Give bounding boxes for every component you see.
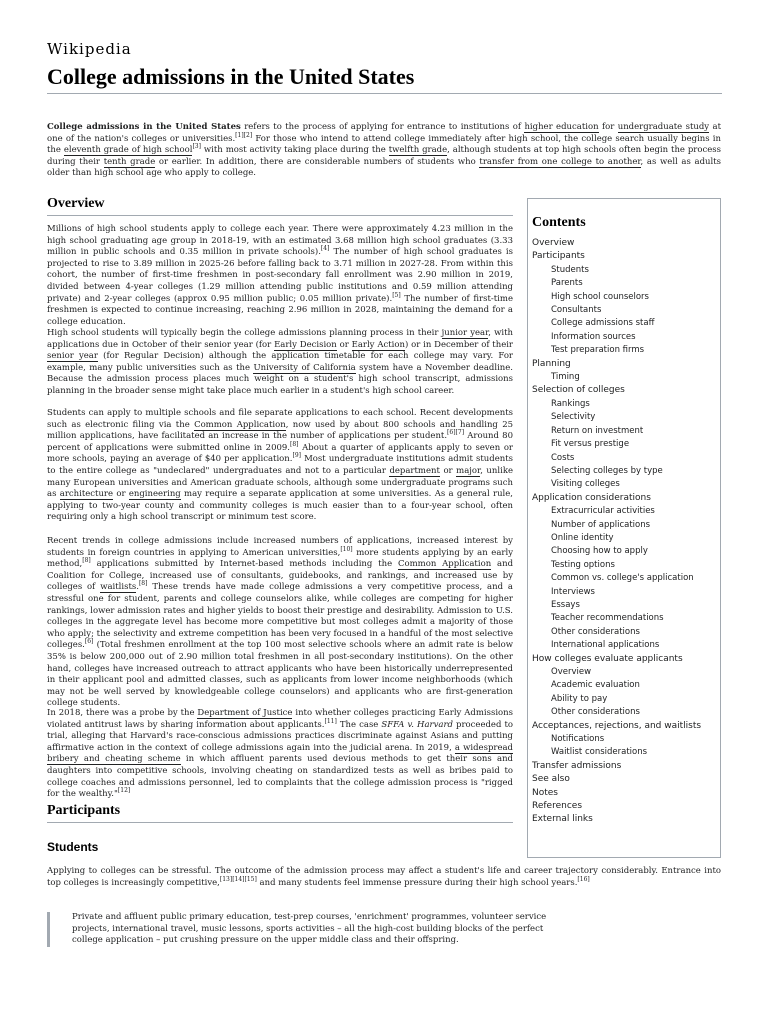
toc-item[interactable]: Return on investment [551, 425, 644, 436]
citation[interactable]: [11] [324, 717, 337, 725]
overview-paragraph-5 [47, 708, 513, 801]
citation[interactable]: [16] [577, 875, 590, 883]
link-senior-year[interactable]: senior year [47, 351, 98, 362]
title-divider [47, 93, 722, 94]
text: Most undergraduate institutions admit students to the entire college as "undeclared" undergraduates and not to a particular [47, 454, 513, 476]
text: ) or in December of their [404, 339, 513, 350]
citation[interactable]: [9] [292, 452, 301, 460]
link-transfer[interactable]: transfer from one college to another [479, 156, 641, 167]
text: proceeded to trial, alleging that Harvard's race-conscious admissions practices discriminate against Asians and putting affirmative action in the context of college admissions again into the judicial arena. In 2019, [47, 719, 513, 753]
toc-item[interactable]: Test preparation firms [551, 345, 645, 356]
toc-item[interactable]: Other considerations [551, 707, 640, 718]
toc-item[interactable]: Academic evaluation [551, 680, 640, 691]
text: or [113, 489, 129, 500]
citation[interactable]: [5] [392, 291, 401, 299]
text: The number of high school graduates is projected to rise to 3.89 million in 2025-26 before falling back to 3.71 million in 2027-28. From within this cohort, the number of first-time freshmen in post-secondary fall enrollment was 2.90 million in 2019, divided between 4-year colleges (1.29 million attending public institutions and 0.59 million attending private) and 2-year colleges (approx 0.95 million public; 0.05 million private). [47, 247, 513, 304]
toc-item[interactable]: Interviews [551, 586, 595, 597]
toc-item[interactable]: Selectivity [551, 412, 596, 423]
text: Students can apply to multiple schools and file separate applications to each school. Recent developments such as electronic filing via the [47, 408, 513, 430]
text: These trends have made college admissions a very competitive process, and a stressful one for student, parents and college counselors alike, while colleges are competing for higher rankings, lower admission rates and higher yields to boost their prestige and desirability. Admission to U.S. colleges in the aggregate level has become more competitive but most colleges admit a majority of those who apply; the selectivity and extreme competition has been very focused in a handful of the most selective colleges. [47, 582, 513, 651]
toc-item[interactable]: Waitlist considerations [551, 747, 648, 758]
toc-item[interactable]: Information sources [551, 331, 636, 342]
participants-heading: Participants [47, 803, 513, 823]
toc-item[interactable]: Fit versus prestige [551, 439, 630, 450]
text: , with applications due in October of their senior year (for [47, 328, 513, 350]
citation[interactable]: [13][14][15] [219, 875, 257, 883]
toc-list [532, 237, 716, 827]
toc-item[interactable]: Choosing how to apply [551, 546, 648, 557]
text: or earlier. In addition, there are considerable numbers of students who [155, 156, 480, 167]
toc-item[interactable]: Costs [551, 452, 575, 463]
text: High school students will typically begin the college admissions planning process in their [47, 328, 442, 338]
text: (for Regular Decision) although the application timetable for each college may vary. For example, many public universities such as the [47, 351, 513, 373]
toc-item[interactable]: Overview [551, 667, 592, 677]
link-undergraduate-study[interactable]: undergraduate study [617, 122, 710, 132]
citation[interactable]: [6][7] [447, 429, 465, 437]
wikipedia-wordmark: Wikipedia [47, 40, 132, 58]
text: , unlike many European universities and American graduate schools, although some undergraduate programs such as [47, 465, 513, 500]
toc-item[interactable]: Students [551, 264, 589, 275]
link-bribery-scheme[interactable]: a widespread bribery and cheating scheme [47, 742, 513, 765]
text: About a quarter of applicants apply to seven or more schools, paying an average of $40 per application. [47, 442, 513, 465]
students-paragraph [47, 866, 721, 889]
toc-item[interactable]: Selecting colleges by type [551, 465, 663, 476]
citation[interactable]: [8] [290, 440, 299, 448]
toc-item[interactable]: High school counselors [551, 291, 649, 302]
link-higher-education[interactable]: higher education [524, 122, 599, 132]
link-tenth-grade[interactable]: tenth grade [103, 156, 156, 167]
overview-paragraph-1 [47, 224, 513, 328]
link-department-of-justice[interactable]: Department of Justice [197, 708, 293, 718]
citation[interactable]: [8] [138, 580, 148, 588]
toc-item[interactable]: Visiting colleges [551, 479, 620, 490]
text: , although students at top high schools often begin the process during their [47, 145, 722, 167]
citation[interactable]: [1][2] [235, 131, 253, 139]
toc-item[interactable]: Extracurricular activities [551, 506, 655, 517]
overview-heading: Overview [47, 196, 513, 216]
link-major[interactable]: major [456, 465, 481, 476]
text: may require a separate application at some universities. As a general rule, applying to two-year county and community colleges is much easier than to a four-year school, often requiring only a high school transcript or minimum test score. [47, 489, 514, 523]
text: or [336, 339, 352, 350]
table-of-contents [527, 198, 721, 858]
text: The case [336, 719, 382, 730]
toc-item[interactable]: Other considerations [551, 626, 640, 637]
citation[interactable]: [3] [192, 143, 201, 151]
toc-item[interactable]: How colleges evaluate applicants [532, 653, 683, 664]
text: Applying to colleges can be stressful. The outcome of the admission process may affect a student's life and career trajectory considerably. Entrance into top colleges is increasingly competitive, [47, 866, 721, 888]
link-junior-year[interactable]: junior year [441, 328, 489, 338]
toc-item[interactable]: Notes [532, 787, 558, 798]
toc-item[interactable]: Parents [551, 278, 583, 289]
toc-item[interactable]: Teacher recommendations [551, 613, 664, 624]
text: In 2018, there was a probe by the [47, 708, 198, 718]
page-title: College admissions in the United States [47, 64, 415, 89]
overview-paragraph-4 [47, 536, 513, 710]
toc-title: Contents [532, 215, 586, 230]
text: refers to the process of applying for entrance to institutions of [240, 122, 525, 132]
citation[interactable]: [4] [320, 245, 330, 253]
link-department[interactable]: department [389, 465, 440, 476]
toc-item[interactable]: See also [532, 774, 570, 785]
toc-item[interactable]: Notifications [551, 734, 605, 745]
toc-item[interactable]: Acceptances, rejections, and waitlists [532, 720, 702, 731]
case-name: SFFA v. Harvard [381, 719, 453, 730]
text: or [439, 465, 457, 476]
text: , now used by about 800 schools and handling 25 million applications, have facilitated an increase in the number of applications per student. [47, 419, 514, 442]
link-eleventh-grade[interactable]: eleventh grade of high school [63, 145, 193, 156]
lead-bold-term: College admissions in the United States [47, 122, 241, 132]
text: for [598, 122, 618, 132]
toc-item[interactable]: International applications [551, 640, 660, 651]
text: and Coalition for College, increased use of consultants, guidebooks, and rankings, and increased use by colleges of [47, 559, 514, 593]
text: in which affluent parents used devious methods to get their sons and daughters into competitive schools, involving cheating on standardized tests as well as bribes paid to college coaches and admissions personnel, led to complaints that the college admission process is "rigged for the wealthy." [47, 754, 513, 800]
toc-item[interactable]: Rankings [551, 398, 590, 409]
toc-item[interactable]: Participants [532, 251, 585, 262]
text: with most activity taking place during the [200, 145, 389, 156]
citation[interactable]: [10] [340, 545, 353, 553]
citation[interactable]: [6] [84, 638, 94, 646]
text: . [136, 582, 139, 593]
overview-paragraph-3 [47, 408, 513, 524]
overview-paragraph-2 [47, 328, 513, 398]
toc-item[interactable]: Application considerations [532, 492, 651, 503]
text: (Total freshmen enrollment at the top 100 most selective schools where an admit rate is below 35% is below 200,000 out of 2.90 million total freshmen in all post-secondary institutions). On the other hand, colleges have increased outreach to attract applicants who have been historically underrepresented in their applicant pool and admitted classes, such as applicants from lower income neighborhoods (which may not be well served by knowledgeable college counselors) and applicants who are first-generation college students. [47, 640, 513, 709]
text: into whether colleges practicing Early Admissions violated antitrust laws by sharing information about applicants. [47, 708, 513, 730]
toc-item[interactable]: Selection of colleges [532, 385, 625, 396]
toc-item[interactable]: Common vs. college's application [551, 573, 694, 584]
link-common-application[interactable]: Common Application [194, 419, 286, 430]
toc-item[interactable]: Consultants [551, 305, 602, 316]
toc-item[interactable]: Ability to pay [551, 693, 608, 704]
text: at one of the nation's colleges or universities. [47, 122, 722, 144]
toc-item[interactable]: College admissions staff [551, 318, 655, 329]
text: Recent trends in college admissions include increased numbers of applications, increased interest by students in foreign countries in applying to American universities, [47, 536, 513, 558]
text: For those who intend to attend college immediately after high school, the college search usually begins in the [47, 133, 722, 156]
text: , as well as adults older than high school age who apply to college. [47, 156, 722, 179]
link-engineering[interactable]: engineering [128, 489, 181, 500]
toc-item[interactable]: External links [532, 814, 593, 825]
toc-item[interactable]: Essays [551, 599, 580, 610]
blockquote: Private and affluent public primary education, test-prep courses, 'enrichment' programmes, volunteer service projects, international travel, music lessons, sports activities – all the high-cost building blocks of the perfect college application – put crushing pressure on the upper middle class and their offspring. [47, 912, 552, 947]
toc-item[interactable]: Online identity [551, 532, 614, 543]
toc-item[interactable]: Testing options [551, 559, 615, 570]
link-common-application[interactable]: Common Application [397, 559, 492, 570]
toc-item[interactable]: Overview [532, 238, 575, 248]
toc-item[interactable]: Planning [532, 358, 571, 369]
text: more students applying by an early method, [47, 547, 513, 570]
text: applications submitted by Internet-based methods including the [90, 559, 398, 570]
link-university-of-california[interactable]: University of California [253, 362, 356, 373]
link-waitlists[interactable]: waitlists [100, 582, 137, 593]
text: Around 80 percent of applications were submitted online in 2009. [47, 431, 513, 453]
link-twelfth-grade[interactable]: twelfth grade [388, 145, 448, 156]
link-early-decision[interactable]: Early Decision [274, 339, 337, 350]
toc-item[interactable]: Transfer admissions [532, 760, 622, 771]
toc-item[interactable]: References [532, 801, 583, 812]
link-architecture[interactable]: architecture [59, 489, 114, 500]
citation[interactable]: [8] [82, 557, 91, 565]
text: system have a November deadline. Because the admission process places much weight on a student's high school transcript, admissions planning in the broader sense might take place much earlier in a student's high school career. [47, 362, 513, 396]
lead-paragraph [47, 122, 721, 180]
students-heading: Students [47, 840, 99, 854]
text: Millions of high school students apply to college each year. There were approximately 4.23 million in the high school graduating age group in 2018-19, with an estimated 3.68 million high school graduates (3.33 million in public schools and 0.35 million in private schools). [47, 224, 513, 258]
citation[interactable]: [12] [117, 787, 131, 795]
text: The number of first-time freshmen is expected to continue increasing, reaching 2.96 million in 2028, maintaining the demand for a college education. [47, 293, 513, 327]
link-early-action[interactable]: Early Action [351, 339, 405, 350]
toc-item[interactable]: Number of applications [551, 519, 651, 530]
toc-item[interactable]: Timing [551, 372, 580, 383]
text: and many students feel immense pressure during their high school years. [256, 877, 578, 888]
